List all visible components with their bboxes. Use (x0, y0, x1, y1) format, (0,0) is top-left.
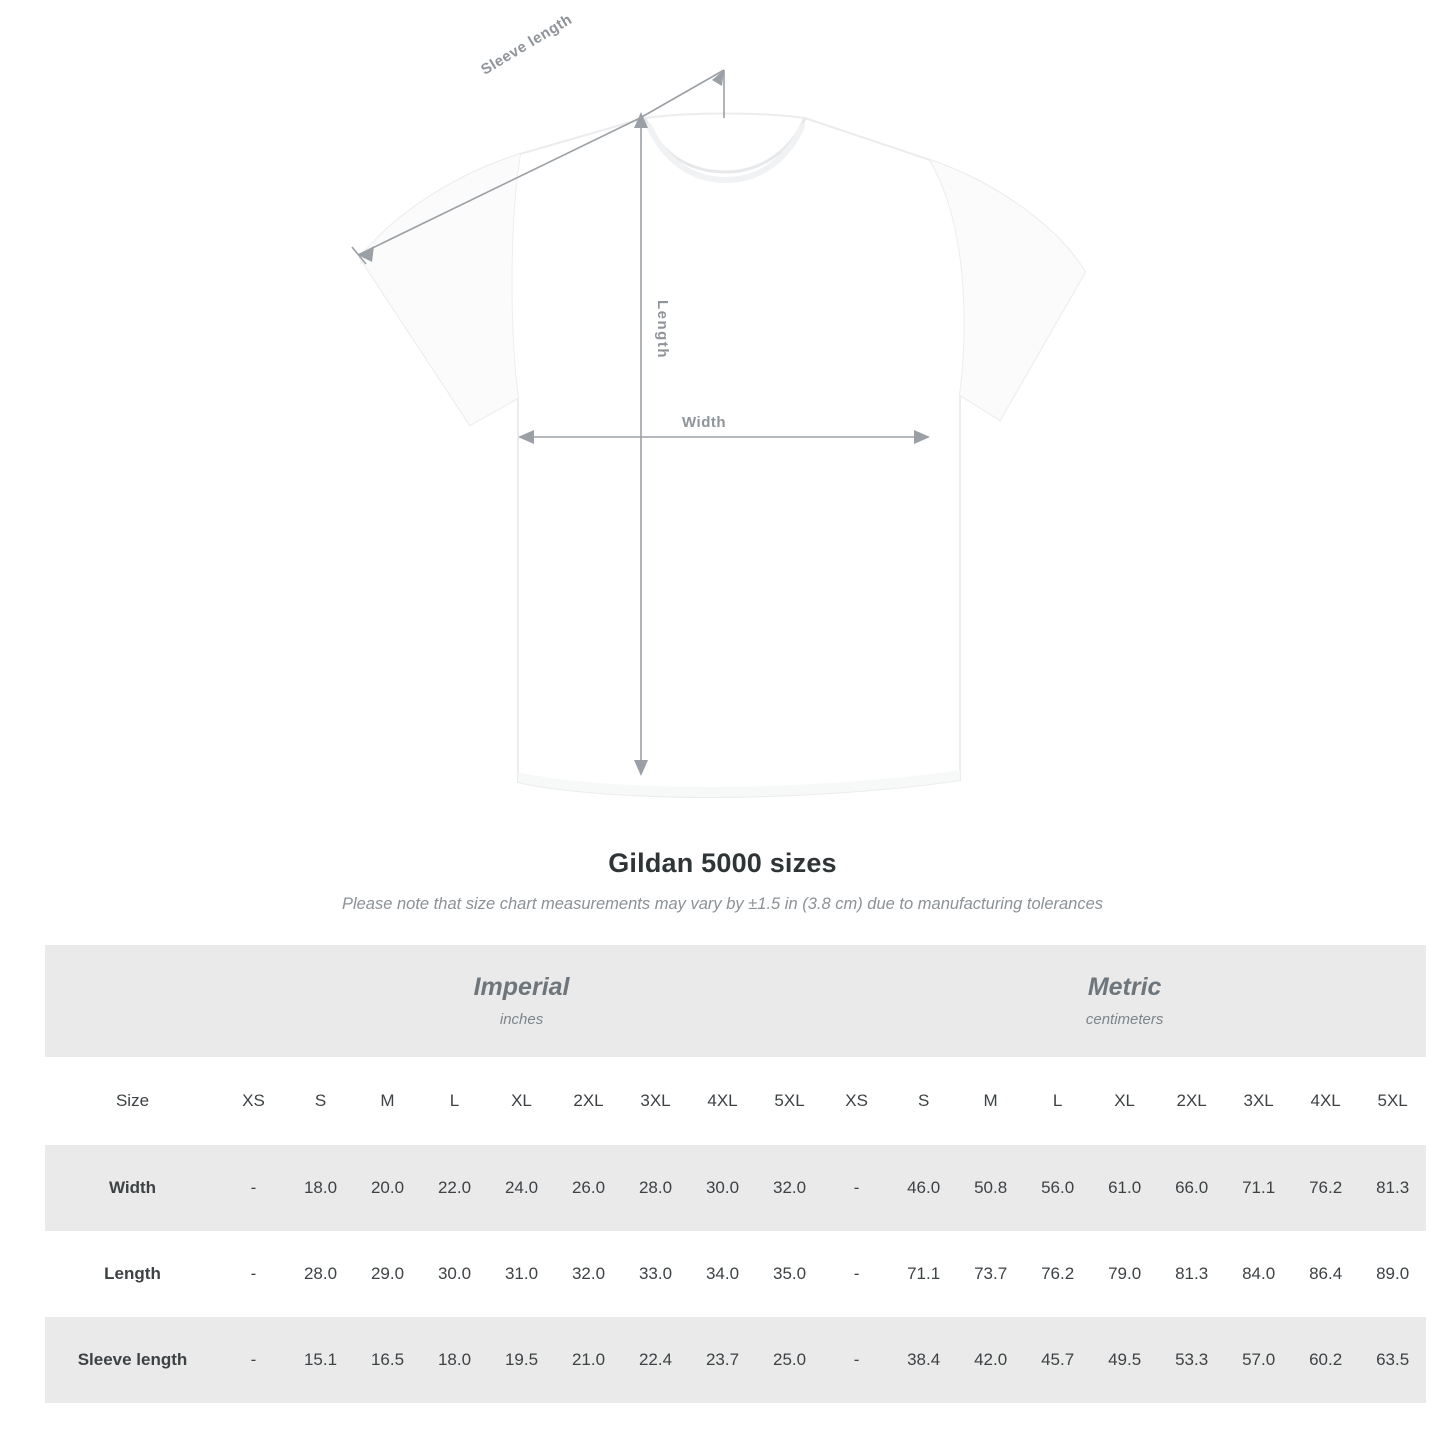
cell-sleeve-imperial-3xl: 22.4 (622, 1317, 689, 1403)
size-header-metric-2xl: 2XL (1158, 1057, 1225, 1145)
size-header-imperial-4xl: 4XL (689, 1057, 756, 1145)
unit-header-row (45, 945, 1426, 1057)
cell-length-imperial-xl: 31.0 (488, 1231, 555, 1317)
cell-width-metric-m: 50.8 (957, 1145, 1024, 1231)
row-label-length: Length (45, 1231, 220, 1317)
cell-width-metric-xs: - (823, 1145, 890, 1231)
cell-sleeve-imperial-s: 15.1 (287, 1317, 354, 1403)
cell-length-metric-l: 76.2 (1024, 1231, 1091, 1317)
cell-length-metric-xs: - (823, 1231, 890, 1317)
title-block (0, 848, 1445, 914)
cell-sleeve-imperial-l: 18.0 (421, 1317, 488, 1403)
cell-sleeve-metric-2xl: 53.3 (1158, 1317, 1225, 1403)
size-header-metric-xl: XL (1091, 1057, 1158, 1145)
size-header-metric-4xl: 4XL (1292, 1057, 1359, 1145)
tolerance-note: Please note that size chart measurements may vary by ±1.5 in (3.8 cm) due to manufacturing tolerances (341, 895, 1104, 913)
size-header-imperial-2xl: 2XL (555, 1057, 622, 1145)
cell-width-imperial-4xl: 30.0 (689, 1145, 756, 1231)
size-table-wrapper (45, 945, 1410, 1403)
cell-width-imperial-m: 20.0 (354, 1145, 421, 1231)
row-label-sleeve-length: Sleeve length (45, 1317, 220, 1403)
cell-width-imperial-5xl: 32.0 (756, 1145, 823, 1231)
size-header-label: Size (45, 1057, 220, 1145)
size-header-row (45, 1057, 1426, 1145)
size-header-metric-xs: XS (823, 1057, 890, 1145)
cell-width-imperial-xs: - (220, 1145, 287, 1231)
cell-sleeve-imperial-2xl: 21.0 (555, 1317, 622, 1403)
size-header-metric-m: M (957, 1057, 1024, 1145)
cell-length-imperial-3xl: 33.0 (622, 1231, 689, 1317)
cell-length-imperial-5xl: 35.0 (756, 1231, 823, 1317)
tshirt-shape (360, 114, 1085, 798)
size-header-imperial-m: M (354, 1057, 421, 1145)
unit-group-metric-name: Metric (1087, 972, 1162, 1001)
size-header-metric-l: L (1024, 1057, 1091, 1145)
size-header-imperial-s: S (287, 1057, 354, 1145)
size-header-metric-3xl: 3XL (1225, 1057, 1292, 1145)
cell-sleeve-imperial-4xl: 23.7 (689, 1317, 756, 1403)
cell-length-metric-m: 73.7 (957, 1231, 1024, 1317)
size-header-metric-5xl: 5XL (1359, 1057, 1426, 1145)
cell-length-imperial-xs: - (220, 1231, 287, 1317)
cell-width-metric-5xl: 81.3 (1359, 1145, 1426, 1231)
cell-sleeve-metric-xs: - (823, 1317, 890, 1403)
cell-width-imperial-l: 22.0 (421, 1145, 488, 1231)
table-row (45, 1145, 1426, 1231)
unit-group-imperial (220, 945, 823, 1057)
unit-group-metric-sub: centimeters (1085, 1011, 1164, 1029)
cell-length-imperial-s: 28.0 (287, 1231, 354, 1317)
cell-length-metric-3xl: 84.0 (1225, 1231, 1292, 1317)
cell-sleeve-metric-xl: 49.5 (1091, 1317, 1158, 1403)
cell-sleeve-metric-4xl: 60.2 (1292, 1317, 1359, 1403)
unit-group-metric (823, 945, 1426, 1057)
cell-sleeve-imperial-5xl: 25.0 (756, 1317, 823, 1403)
cell-length-metric-4xl: 86.4 (1292, 1231, 1359, 1317)
cell-sleeve-metric-3xl: 57.0 (1225, 1317, 1292, 1403)
cell-sleeve-imperial-xl: 19.5 (488, 1317, 555, 1403)
unit-header-spacer (45, 945, 220, 1057)
cell-sleeve-imperial-xs: - (220, 1317, 287, 1403)
cell-length-metric-s: 71.1 (890, 1231, 957, 1317)
size-header-imperial-3xl: 3XL (622, 1057, 689, 1145)
cell-width-imperial-2xl: 26.0 (555, 1145, 622, 1231)
cell-length-imperial-2xl: 32.0 (555, 1231, 622, 1317)
cell-width-metric-s: 46.0 (890, 1145, 957, 1231)
width-label: Width (682, 414, 727, 431)
size-header-metric-s: S (890, 1057, 957, 1145)
cell-width-imperial-3xl: 28.0 (622, 1145, 689, 1231)
size-header-imperial-xl: XL (488, 1057, 555, 1145)
cell-length-metric-xl: 79.0 (1091, 1231, 1158, 1317)
table-row (45, 1317, 1426, 1403)
cell-sleeve-imperial-m: 16.5 (354, 1317, 421, 1403)
row-label-width: Width (45, 1145, 220, 1231)
cell-sleeve-metric-m: 42.0 (957, 1317, 1024, 1403)
unit-group-imperial-sub: inches (499, 1011, 544, 1029)
page-title: Gildan 5000 sizes (608, 848, 837, 878)
cell-width-metric-4xl: 76.2 (1292, 1145, 1359, 1231)
size-header-imperial-l: L (421, 1057, 488, 1145)
length-label: Length (654, 300, 671, 359)
cell-width-metric-2xl: 66.0 (1158, 1145, 1225, 1231)
unit-group-imperial-name: Imperial (473, 972, 570, 1001)
cell-width-imperial-xl: 24.0 (488, 1145, 555, 1231)
cell-sleeve-metric-s: 38.4 (890, 1317, 957, 1403)
size-chart-table (45, 945, 1426, 1403)
cell-length-metric-5xl: 89.0 (1359, 1231, 1426, 1317)
cell-length-imperial-4xl: 34.0 (689, 1231, 756, 1317)
cell-width-metric-l: 56.0 (1024, 1145, 1091, 1231)
cell-length-metric-2xl: 81.3 (1158, 1231, 1225, 1317)
cell-sleeve-metric-5xl: 63.5 (1359, 1317, 1426, 1403)
cell-width-imperial-s: 18.0 (287, 1145, 354, 1231)
cell-sleeve-metric-l: 45.7 (1024, 1317, 1091, 1403)
size-header-imperial-5xl: 5XL (756, 1057, 823, 1145)
size-header-imperial-xs: XS (220, 1057, 287, 1145)
cell-width-metric-xl: 61.0 (1091, 1145, 1158, 1231)
cell-length-imperial-l: 30.0 (421, 1231, 488, 1317)
cell-length-imperial-m: 29.0 (354, 1231, 421, 1317)
cell-width-metric-3xl: 71.1 (1225, 1145, 1292, 1231)
sleeve-length-label: Sleeve length (478, 10, 576, 79)
table-row (45, 1231, 1426, 1317)
